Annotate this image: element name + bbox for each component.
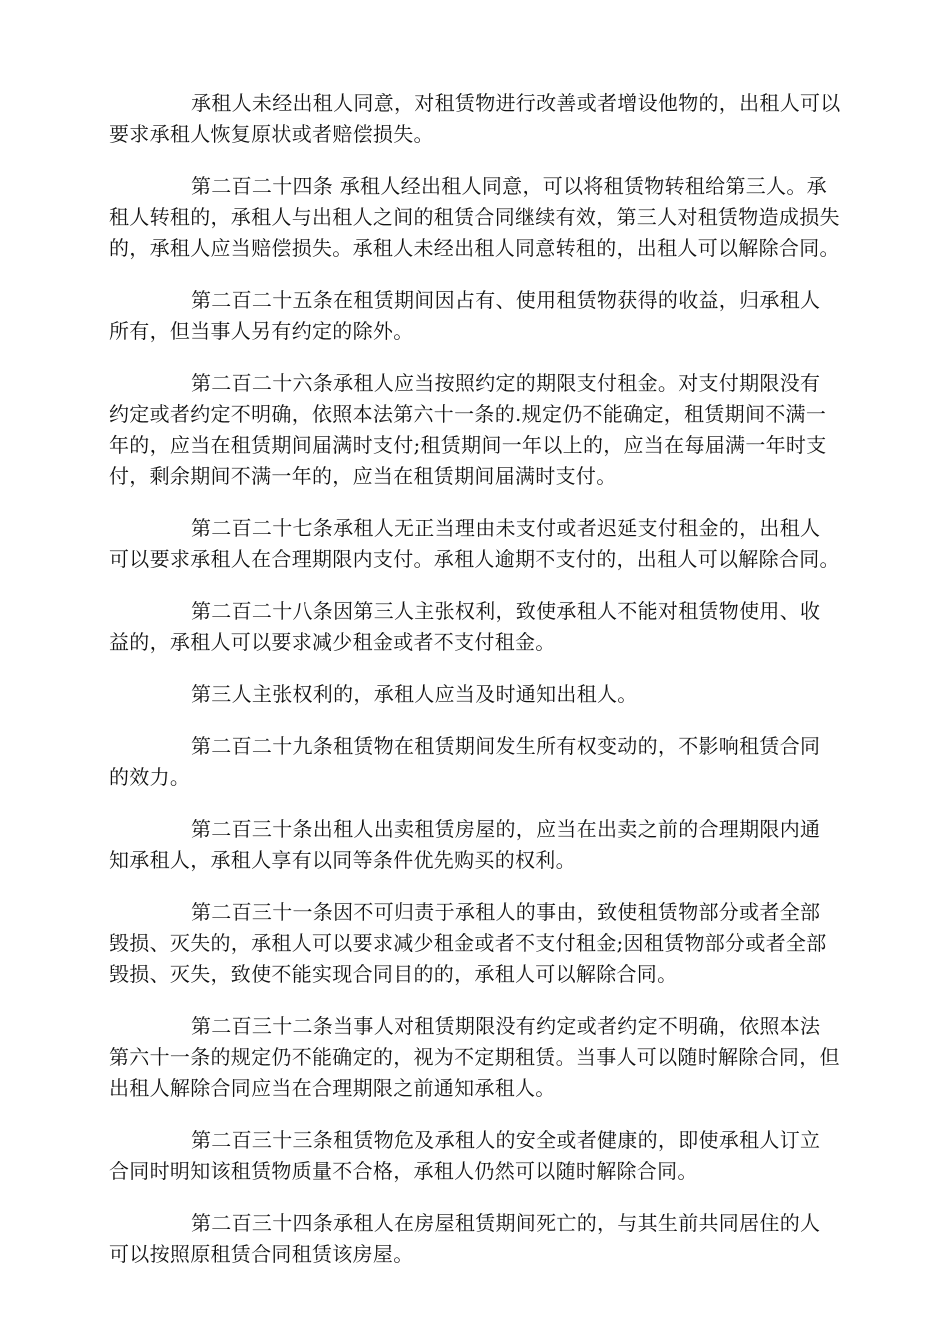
paragraph <box>109 814 843 876</box>
text-line: 第二百二十六条承租人应当按照约定的期限支付租金。对支付期限没有 <box>191 371 821 395</box>
text-line: 租人转租的，承租人与出租人之间的租赁合同继续有效，第三人对租赁物造成损失 <box>109 205 840 229</box>
text-line: 第六十一条的规定仍不能确定的，视为不定期租赁。当事人可以随时解除合同，但 <box>109 1045 840 1069</box>
paragraph <box>109 679 843 710</box>
paragraph <box>109 731 843 793</box>
text-line: 要求承租人恢复原状或者赔偿损失。 <box>109 122 434 146</box>
text-line: 毁损、灭失的，承租人可以要求减少租金或者不支付租金;因租赁物部分或者全部 <box>109 931 827 955</box>
text-line: 合同时明知该租赁物质量不合格，承租人仍然可以随时解除合同。 <box>109 1159 698 1183</box>
paragraph <box>109 897 843 990</box>
text-line: 的效力。 <box>109 765 191 789</box>
paragraph <box>109 1011 843 1104</box>
text-line: 年的，应当在租赁期间届满时支付;租赁期间一年以上的，应当在每届满一年时支 <box>109 433 827 457</box>
text-line: 第二百三十四条承租人在房屋租赁期间死亡的，与其生前共同居住的人 <box>191 1211 821 1235</box>
text-line: 约定或者约定不明确，依照本法第六十一条的.规定仍不能确定，租赁期间不满一 <box>109 402 827 426</box>
paragraph <box>109 171 843 264</box>
paragraph <box>109 596 843 658</box>
text-line: 第二百二十四条 承租人经出租人同意，可以将租赁物转租给第三人。承 <box>191 174 827 198</box>
text-line: 可以要求承租人在合理期限内支付。承租人逾期不支付的，出租人可以解除合同。 <box>109 547 840 571</box>
text-line: 第三人主张权利的，承租人应当及时通知出租人。 <box>191 682 638 706</box>
text-line: 第二百三十三条租赁物危及承租人的安全或者健康的，即使承租人订立 <box>191 1128 821 1152</box>
text-line: 第二百二十九条租赁物在租赁期间发生所有权变动的，不影响租赁合同 <box>191 734 821 758</box>
text-line: 第二百三十一条因不可归责于承租人的事由，致使租赁物部分或者全部 <box>191 900 821 924</box>
text-line: 出租人解除合同应当在合理期限之前通知承租人。 <box>109 1076 556 1100</box>
text-line: 的，承租人应当赔偿损失。承租人未经出租人同意转租的，出租人可以解除合同。 <box>109 236 840 260</box>
paragraph <box>109 368 843 492</box>
text-line: 知承租人，承租人享有以同等条件优先购买的权利。 <box>109 848 576 872</box>
paragraph <box>109 1208 843 1270</box>
paragraph <box>109 88 843 150</box>
text-line: 益的，承租人可以要求减少租金或者不支付租金。 <box>109 630 556 654</box>
text-line: 毁损、灭失，致使不能实现合同目的的，承租人可以解除合同。 <box>109 962 678 986</box>
text-line: 可以按照原租赁合同租赁该房屋。 <box>109 1242 414 1266</box>
paragraph <box>109 1125 843 1187</box>
text-line: 所有，但当事人另有约定的除外。 <box>109 319 414 343</box>
text-line: 第二百二十五条在租赁期间因占有、使用租赁物获得的收益，归承租人 <box>191 288 821 312</box>
document-page <box>109 88 843 1291</box>
text-line: 第二百二十八条因第三人主张权利，致使承租人不能对租赁物使用、收 <box>191 599 821 623</box>
text-line: 承租人未经出租人同意，对租赁物进行改善或者增设他物的，出租人可以 <box>191 91 841 115</box>
text-line: 第二百二十七条承租人无正当理由未支付或者迟延支付租金的，出租人 <box>191 516 821 540</box>
text-line: 第二百三十条出租人出卖租赁房屋的，应当在出卖之前的合理期限内通 <box>191 817 821 841</box>
text-line: 第二百三十二条当事人对租赁期限没有约定或者约定不明确，依照本法 <box>191 1014 821 1038</box>
text-line: 付，剩余期间不满一年的，应当在租赁期间届满时支付。 <box>109 464 617 488</box>
paragraph <box>109 285 843 347</box>
paragraph <box>109 513 843 575</box>
